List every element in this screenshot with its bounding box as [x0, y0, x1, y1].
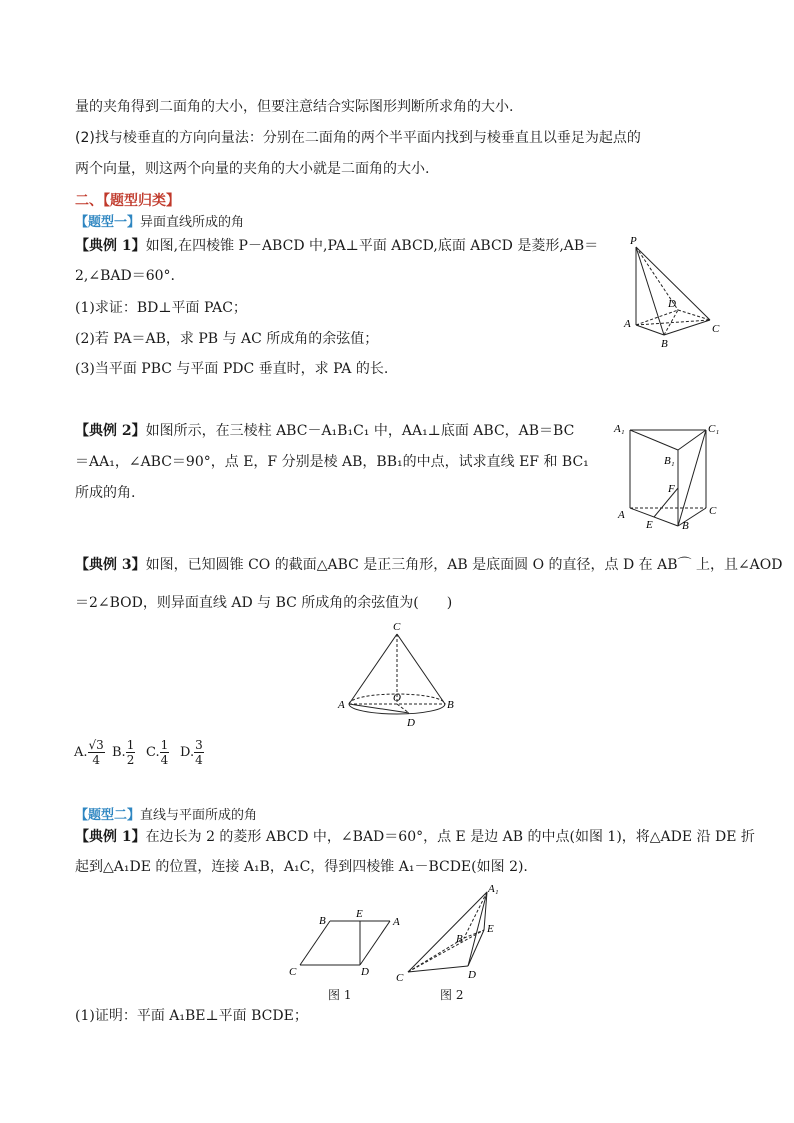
choice-a-fraction: [88, 738, 105, 767]
type2-header: [75, 804, 257, 827]
ex3-line-2: ＝2∠BOD，则异面直线 AD 与 BC 所成角的余弦值为( ): [75, 595, 453, 611]
choice-d-letter: D.: [180, 745, 195, 760]
choice-c-letter: C.: [146, 745, 160, 760]
choice-a-den: 4: [92, 753, 100, 767]
prism-label-a1: A₁: [614, 423, 625, 435]
pyramid-label-d: D: [668, 298, 676, 310]
ex2-line-3: 所成的角.: [75, 485, 136, 501]
choice-c[interactable]: [146, 738, 169, 767]
folded-pyramid-figure: [392, 880, 512, 985]
ex1-line-1: [75, 235, 598, 257]
method-2-lead: (2)找与棱垂直的方向向量法：: [75, 130, 263, 146]
choice-b[interactable]: [112, 738, 135, 767]
folded-label-d: D: [468, 969, 476, 981]
ex2-label: 【典例 2】: [75, 423, 146, 439]
cone-label-d: D: [407, 717, 415, 729]
prism-label-e: E: [646, 519, 653, 530]
choice-b-num: 1: [126, 738, 135, 752]
prism-label-a: A: [618, 509, 625, 521]
cone-label-c: C: [393, 621, 401, 633]
choice-d-num: 3: [195, 738, 203, 752]
folded-label-c: C: [396, 972, 404, 984]
ex1-question-3: (3)当平面 PBC 与平面 PDC 垂直时，求 PA 的长.: [75, 361, 389, 377]
type1-header: [75, 211, 244, 234]
rhombus-label-e: E: [356, 908, 363, 920]
folded-label-a1: A₁: [488, 883, 499, 895]
choice-d-fraction: [194, 738, 204, 767]
choice-c-den: 4: [160, 753, 169, 767]
prism-label-b1: B₁: [664, 455, 675, 467]
prism-figure: [612, 418, 732, 530]
rhombus-label-b: B: [319, 915, 326, 927]
choice-c-fraction: [160, 738, 170, 767]
folded-label-e: E: [487, 923, 494, 935]
cone-label-o: O: [393, 692, 401, 704]
ex3-text-1: 如图，已知圆锥 CO 的截面△ABC 是正三角形，AB 是底面圆 O 的直径，点 D 在 AB⌒ 上，且∠AOD: [145, 557, 783, 573]
cone-label-b: B: [447, 699, 454, 711]
ex1-question-2: (2)若 PA＝AB，求 PB 与 AC 所成角的余弦值；: [75, 331, 379, 347]
cone-label-a: A: [338, 699, 345, 711]
choice-d[interactable]: [180, 738, 204, 767]
rhombus-label-d: D: [361, 966, 369, 978]
type2-ex1-label: 【典例 1】: [75, 829, 146, 845]
prism-label-c: C: [709, 505, 717, 517]
folded-label-b: B: [456, 933, 463, 945]
choice-c-num: 1: [160, 738, 169, 752]
ex2-line-1: [75, 420, 574, 442]
fig1-caption: 图 1: [328, 988, 352, 1002]
type1-title: 异面直线所成的角: [140, 215, 245, 230]
type2-ex1-line-2: 起到△A₁DE 的位置，连接 A₁B，A₁C，得到四棱锥 A₁－BCDE(如图 2).: [75, 859, 528, 875]
ex3-line-1: [75, 554, 783, 576]
ex1-question-1: (1)求证：BD⊥平面 PAC；: [75, 300, 247, 316]
ex2-line-2: ＝AA₁，∠ABC＝90°，点 E，F 分别是棱 AB，BB₁的中点，试求直线 EF 和 BC₁: [75, 454, 589, 470]
type2-tag: 【题型二】: [75, 808, 141, 823]
choice-a[interactable]: [74, 738, 105, 767]
fig2-caption: 图 2: [440, 988, 464, 1002]
ex3-label: 【典例 3】: [75, 557, 146, 573]
pyramid-label-a: A: [624, 318, 631, 330]
choice-a-letter: A.: [74, 745, 88, 760]
rhombus-label-c: C: [289, 966, 297, 978]
cone-figure: [335, 620, 460, 730]
type2-ex1-question-1: (1)证明：平面 A₁BE⊥平面 BCDE；: [75, 1008, 308, 1024]
prism-label-b: B: [682, 520, 689, 530]
ex1-label: 【典例 1】: [75, 238, 146, 254]
method-2-text: 分别在二面角的两个半平面内找到与棱垂直且以垂足为起点的: [262, 130, 641, 146]
type2-title: 直线与平面所成的角: [140, 808, 258, 823]
ex1-text-1: 如图,在四棱锥 P－ABCD 中,PA⊥平面 ABCD,底面 ABCD 是菱形,AB＝: [145, 238, 599, 254]
choice-b-den: 2: [126, 753, 135, 767]
intro-line-1: 量的夹角得到二面角的大小，但要注意结合实际图形判断所求角的大小.: [75, 99, 514, 115]
intro-line-3: 两个向量，则这两个向量的夹角的大小就是二面角的大小.: [75, 161, 430, 177]
choice-a-num: √3: [88, 738, 104, 752]
section-heading: 二、【题型归类】: [75, 193, 180, 209]
pyramid-figure: [618, 232, 730, 350]
intro-line-2: [75, 127, 641, 149]
prism-label-f: F: [668, 483, 675, 495]
type2-ex1-text-1: 在边长为 2 的菱形 ABCD 中，∠BAD＝60°，点 E 是边 AB 的中点(如图 1)，将△ADE 沿 DE 折: [145, 829, 755, 845]
pyramid-label-p: P: [630, 235, 637, 247]
prism-label-c1: C₁: [708, 423, 720, 435]
choice-d-den: 4: [195, 753, 203, 767]
type1-tag: 【题型一】: [75, 215, 141, 230]
ex2-text-1: 如图所示，在三棱柱 ABC－A₁B₁C₁ 中，AA₁⊥底面 ABC，AB＝BC: [145, 423, 575, 439]
choice-b-letter: B.: [112, 745, 126, 760]
pyramid-label-c: C: [712, 323, 720, 335]
rhombus-label-a: A: [393, 916, 400, 928]
ex1-line-2: 2,∠BAD＝60°.: [75, 268, 175, 284]
type2-ex1-line-1: [75, 826, 755, 848]
pyramid-label-b: B: [661, 338, 668, 350]
choice-b-fraction: [126, 738, 136, 767]
